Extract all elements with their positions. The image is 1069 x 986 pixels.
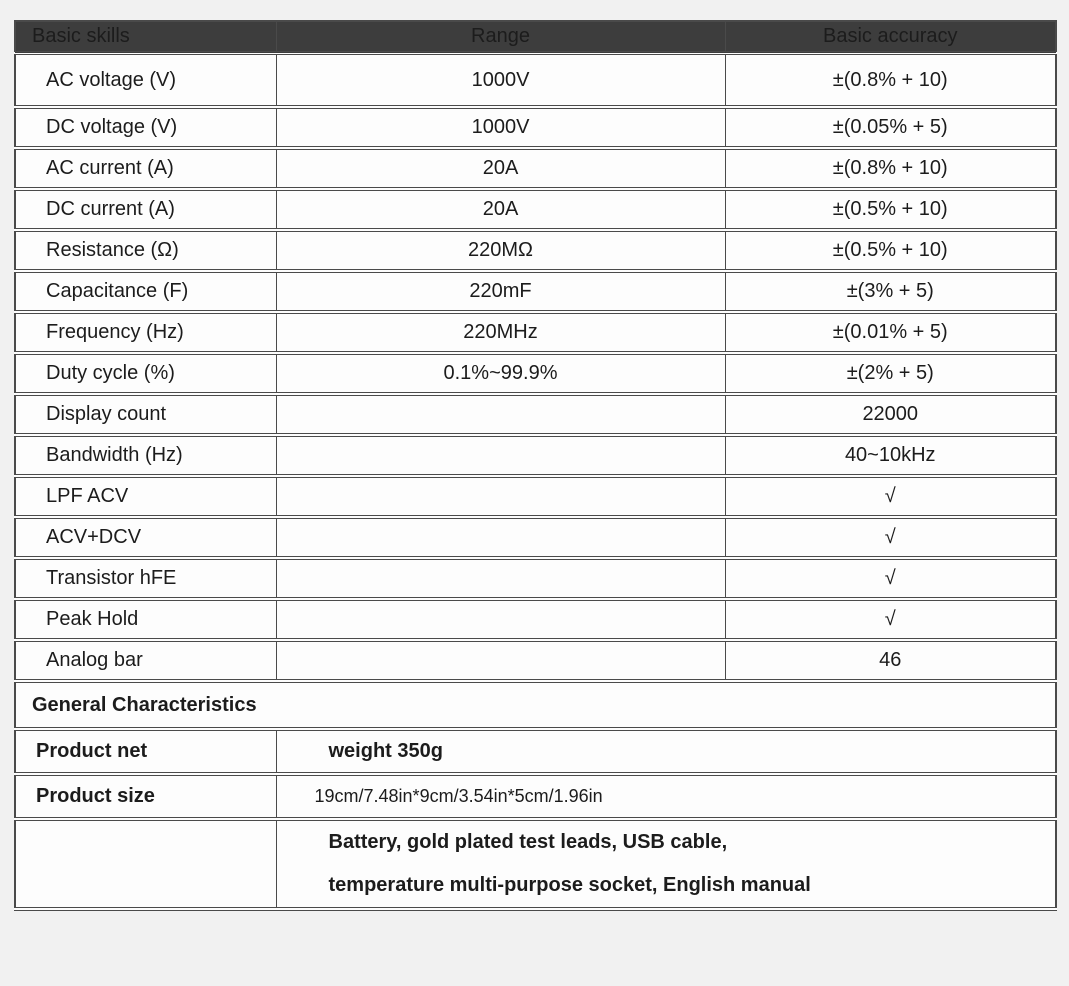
spec-range-cell: [276, 640, 725, 681]
spec-row: [15, 312, 1056, 353]
general-label-cell: Product size: [15, 774, 276, 819]
spec-row: [15, 558, 1056, 599]
spec-skill-cell: Analog bar: [15, 640, 276, 681]
spec-skill-cell: ACV+DCV: [15, 517, 276, 558]
spec-accuracy-cell: ±(0.05% + 5): [725, 107, 1056, 148]
spec-accuracy-cell: ±(3% + 5): [725, 271, 1056, 312]
spec-accuracy-cell: ±(2% + 5): [725, 353, 1056, 394]
spec-skill-cell: DC voltage (V): [15, 107, 276, 148]
spec-accuracy-cell: 40~10kHz: [725, 435, 1056, 476]
spec-skill-cell: Duty cycle (%): [15, 353, 276, 394]
spec-skill-cell: Bandwidth (Hz): [15, 435, 276, 476]
spec-row: [15, 53, 1056, 107]
general-row-size: [15, 774, 1056, 819]
multimeter-spec-table: [14, 20, 1057, 911]
general-value-cell: weight 350g: [276, 729, 1056, 774]
spec-row: [15, 107, 1056, 148]
column-header-basic-accuracy: Basic accuracy: [725, 21, 1056, 53]
table-header: [15, 21, 1056, 53]
general-row-accessories: [15, 819, 1056, 909]
general-value-cell: [276, 819, 1056, 909]
spec-range-cell: [276, 394, 725, 435]
spec-range-cell: [276, 599, 725, 640]
spec-row: [15, 189, 1056, 230]
spec-rows: [15, 53, 1056, 681]
general-value-cell: 19cm/7.48in*9cm/3.54in*5cm/1.96in: [276, 774, 1056, 819]
column-header-range: Range: [276, 21, 725, 53]
spec-skill-cell: Resistance (Ω): [15, 230, 276, 271]
spec-accuracy-cell: ±(0.8% + 10): [725, 53, 1056, 107]
spec-skill-cell: AC voltage (V): [15, 53, 276, 107]
spec-range-cell: 20A: [276, 148, 725, 189]
general-characteristics-title: General Characteristics: [15, 681, 1056, 729]
spec-accuracy-cell: ±(0.01% + 5): [725, 312, 1056, 353]
spec-row: [15, 476, 1056, 517]
spec-accuracy-cell: 22000: [725, 394, 1056, 435]
spec-row: [15, 517, 1056, 558]
spec-row: [15, 353, 1056, 394]
spec-accuracy-cell: √: [725, 599, 1056, 640]
spec-range-cell: [276, 517, 725, 558]
spec-range-cell: 1000V: [276, 107, 725, 148]
spec-skill-cell: Frequency (Hz): [15, 312, 276, 353]
spec-range-cell: 220MΩ: [276, 230, 725, 271]
general-row-net: [15, 729, 1056, 774]
spec-accuracy-cell: 46: [725, 640, 1056, 681]
general-characteristics-section: [15, 681, 1056, 909]
spec-range-cell: 0.1%~99.9%: [276, 353, 725, 394]
spec-accuracy-cell: ±(0.5% + 10): [725, 230, 1056, 271]
accessories-line: temperature multi-purpose socket, English manual: [328, 874, 811, 896]
spec-accuracy-cell: √: [725, 476, 1056, 517]
general-characteristics-title-row: [15, 681, 1056, 729]
header-row: [15, 21, 1056, 53]
spec-skill-cell: Capacitance (F): [15, 271, 276, 312]
spec-row: [15, 230, 1056, 271]
spec-range-cell: 20A: [276, 189, 725, 230]
spec-row: [15, 640, 1056, 681]
spec-range-cell: [276, 476, 725, 517]
spec-skill-cell: Display count: [15, 394, 276, 435]
spec-row: [15, 271, 1056, 312]
spec-accuracy-cell: √: [725, 558, 1056, 599]
spec-row: [15, 599, 1056, 640]
spec-row: [15, 435, 1056, 476]
spec-skill-cell: Peak Hold: [15, 599, 276, 640]
spec-row: [15, 148, 1056, 189]
spec-skill-cell: AC current (A): [15, 148, 276, 189]
spec-skill-cell: DC current (A): [15, 189, 276, 230]
spec-range-cell: 220mF: [276, 271, 725, 312]
spec-accuracy-cell: √: [725, 517, 1056, 558]
spec-range-cell: 220MHz: [276, 312, 725, 353]
general-label-cell: [15, 819, 276, 909]
spec-accuracy-cell: ±(0.8% + 10): [725, 148, 1056, 189]
spec-range-cell: 1000V: [276, 53, 725, 107]
spec-skill-cell: Transistor hFE: [15, 558, 276, 599]
spec-range-cell: [276, 435, 725, 476]
accessories-line: Battery, gold plated test leads, USB cable,: [328, 831, 728, 853]
general-label-cell: Product net: [15, 729, 276, 774]
spec-row: [15, 394, 1056, 435]
spec-range-cell: [276, 558, 725, 599]
spec-skill-cell: LPF ACV: [15, 476, 276, 517]
column-header-basic-skills: Basic skills: [15, 21, 276, 53]
spec-accuracy-cell: ±(0.5% + 10): [725, 189, 1056, 230]
